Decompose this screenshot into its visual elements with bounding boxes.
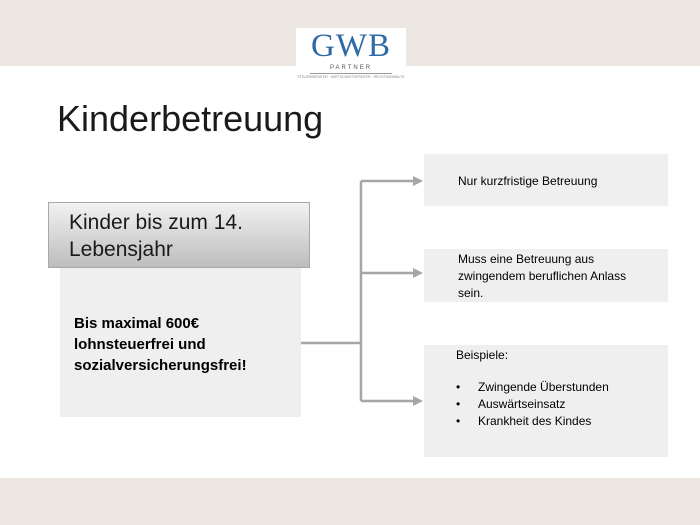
logo-subtitle: PARTNER [329,65,373,71]
short-term-text: Nur kurzfristige Betreuung [458,174,598,188]
logo-wordmark: GWB [311,28,391,64]
example-item-label: Zwingende Überstunden [478,380,609,394]
professional-line-1: Muss eine Betreuung aus [458,252,595,266]
examples-heading: Beispiele: [456,348,509,362]
bullet-icon: • [456,380,461,394]
arrow-head-3 [413,396,423,406]
tax-free-line-3: sozialversicherungsfrei! [74,357,247,374]
example-item-label: Auswärtseinsatz [478,397,566,411]
arrow-head-1 [413,176,423,186]
bullet-icon: • [456,397,461,411]
arrow-head-2 [413,268,423,278]
example-item-label: Krankheit des Kindes [478,414,592,428]
examples-list [456,379,609,430]
tax-free-line-1: Bis maximal 600€ [74,315,200,332]
professional-reason-text [458,251,626,302]
list-item [456,379,609,396]
tax-free-line-2: lohnsteuerfrei und [74,336,206,353]
age-limit-line-1: Kinder bis zum 14. [69,211,243,234]
slide-title: Kinderbetreuung [57,98,324,139]
professional-line-3: sein. [458,286,484,300]
logo-tagline: STEUERBERATER · WIRTSCHAFTSPRÜFER · RECHTSANWÄLTE [297,75,405,79]
age-limit-line-2: Lebensjahr [69,238,173,261]
bullet-icon: • [456,414,461,428]
list-item [456,413,609,430]
professional-line-2: zwingendem beruflichen Anlass [458,269,627,283]
list-item [456,396,609,413]
